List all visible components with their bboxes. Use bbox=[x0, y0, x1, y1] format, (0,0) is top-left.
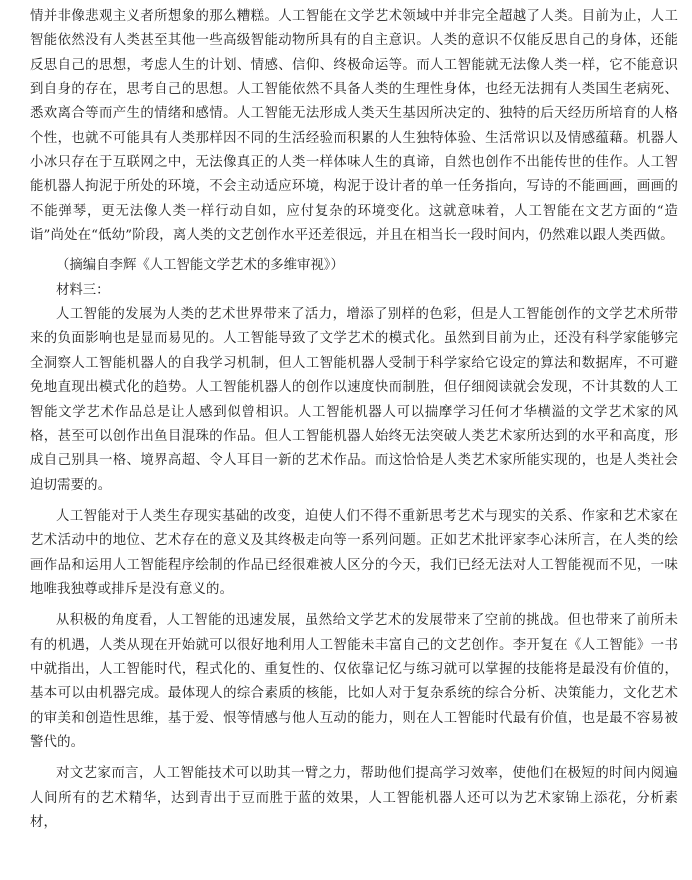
section-label: 材料三： bbox=[56, 282, 110, 298]
intro-paragraph: 情并非像悲观主义者所想象的那么糟糕。人工智能在文学艺术领域中并非完全超越了人类。目前为止，人工智能依然没有人类甚至其他一些高级智能动物所具有的自主意识。人类的意识不仅能反思自己的身体，还能反思自己的思想，考虑人生的计划、情感、信仰、终极命运等。而人工智能就无法像人类一样，它不能意识到自身的存在，思考自己的思想。人工智能依然不具备人类的生理性身体，也经无法拥有人类国生老病死、悉欢离合等而产生的情绪和感情。人工智能无法形成人类天生基因所决定的、独特的后天经历所培育的人格个性，也就不可能具有人类那样因不同的生活经验而积累的人生独特体验、生活常识以及情感蕴藉。机器人小冰只存在于互联网之中，无法像真正的人类一样体味人生的真谛，自然也创作不出能传世的佳作。人工智能机器人拘泥于所处的环境，不会主动适应环境，构泥于设计者的单一任务指向，写诗的不能画画，画画的不能弹琴，更无法像人类一样行动自如，应付复杂的环境变化。这就意味着，人工智能在文艺方面的“造诣”尚处在“低幼”阶段，离人类的文艺创作水平还差很远，并且在相当长一段时间内，仍然难以跟人类西做。 bbox=[30, 9, 678, 244]
body-paragraph: 人工智能的发展为人类的艺术世界带来了活力，增添了别样的色彩，但是人工智能创作的文学艺术所带来的负面影响也是显而易见的。人工智能导致了文学艺术的模式化。虽然到目前为止，还没有科学家能够完全洞察人工智能机器人的自我学习机制，但人工智能机器人受制于科学家给它设定的算法和数据库，不可避免地直现出模式化的趋势。人工智能机器人的创作以速度快而制胜，但仔细阅读就会发现，不计其数的人工智能文学艺术作品总是让人感到似曾相识。人工智能机器人可以揣摩学习任何才华横溢的文学艺术家的风格，甚至可以创作出鱼目混珠的作品。但人工智能机器人始终无法突破人类艺术家所达到的水平和高度，形成自己别具一格、境界高超、令人耳目一新的艺术作品。而这恰恰是人类艺术家所能实现的，也是人类社会迫切需要的。 bbox=[30, 307, 678, 493]
body-paragraph: 对文艺家而言，人工智能技术可以助其一臂之力，帮助他们提高学习效率，使他们在极短的时间内阅遍人间所有的艺术精华，达到青出于豆而胜于蓝的效果，人工智能机器人还可以为艺术家锦上添花，分析素材， bbox=[30, 766, 678, 830]
body-paragraph: 人工智能对于人类生存现实基础的改变，迫使人们不得不重新思考艺术与现实的关系、作家和艺术家在艺术活动中的地位、艺术存在的意义及其终极走向等一系列问题。正如艺术批评家李心沫所言，在人类的绘画作品和运用人工智能程序绘制的作品已经很难被人区分的今天，我们已经无法对人工智能视而不见，一味地唯我独尊或排斥是没有意义的。 bbox=[30, 508, 678, 597]
source-citation: （摘编自李辉《人工智能文学艺术的多维审视》） bbox=[56, 258, 344, 274]
body-paragraph: 从积极的角度看，人工智能的迅速发展，虽然给文学艺术的发展带来了空前的挑战。但也带来了前所未有的机遇，人类从现在开始就可以很好地利用人工智能未丰富自己的文艺创作。李开复在《人工智能》一书中就指出，人工智能时代，程式化的、重复性的、仅依靠记忆与练习就可以掌握的技能将是最没有价值的，基本可以由机器完成。最体现人的综合素质的核能，比如人对于复杂系统的综合分析、决策能力，文化艺术的审美和创造性思维，基于爱、恨等情感与他人互动的能力，则在人工智能时代最有价值，也是最不容易被警代的。 bbox=[30, 613, 678, 750]
